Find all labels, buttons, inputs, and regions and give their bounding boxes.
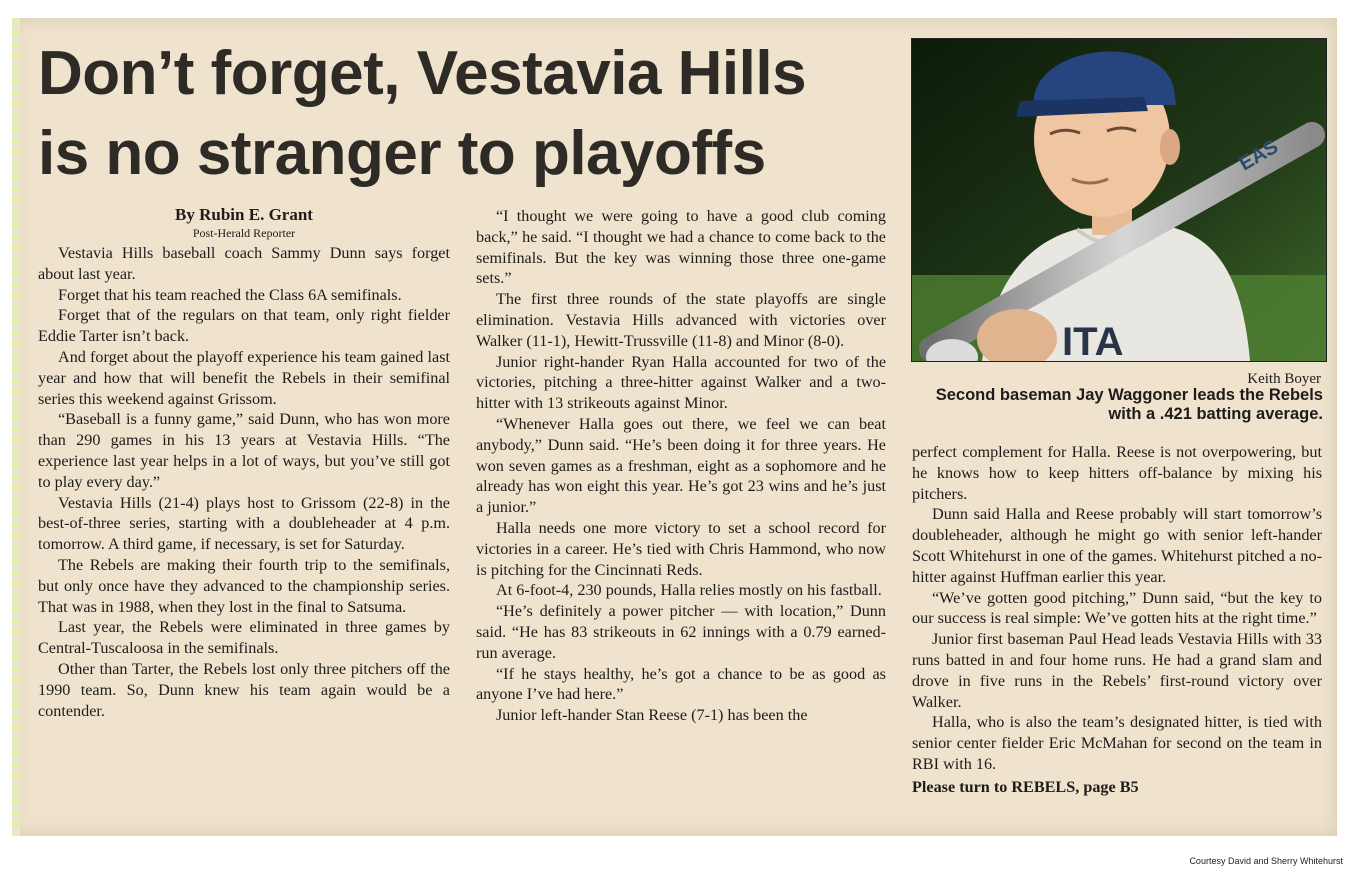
paragraph: “I thought we were going to have a good club coming back,” he said. “I thought we had a chance to come back to the semifinals. But the key was winning those three one-game sets.”: [476, 207, 886, 288]
paragraph: Last year, the Rebels were eliminated in three games by Central-Tuscaloosa in the semifinals.: [38, 618, 450, 658]
headline: [38, 34, 918, 194]
paragraph: At 6-foot-4, 230 pounds, Halla relies mostly on his fastball.: [496, 581, 882, 600]
continued-on-line: Please turn to REBELS, page B5: [912, 777, 1139, 796]
photo-caption: Second baseman Jay Waggoner leads the Rebels with a .421 batting average.: [935, 386, 1323, 423]
article-column-1: [38, 204, 450, 721]
paragraph: “Baseball is a funny game,” said Dunn, who has won more than 290 games in his 13 years at Vestavia Hills. “The experience last year helps in a lot of ways, but you’ve still got to play every day.”: [38, 410, 450, 491]
byline-author: By Rubin E. Grant: [175, 205, 313, 224]
paragraph: Other than Tarter, the Rebels lost only three pitchers off the 1990 team. So, Dunn knew his team again would be a contender.: [38, 659, 450, 720]
paragraph: Halla needs one more victory to set a school record for victories in a career. He’s tied with Chris Hammond, who now is pitching for the Cincinnati Reds.: [476, 518, 886, 579]
paragraph: “We’ve gotten good pitching,” Dunn said, “but the key to our success is real simple: We’ve gotten hits at the right time.”: [912, 588, 1322, 628]
paragraph: Dunn said Halla and Reese probably will start tomorrow’s doubleheader, although he might go with senior left-hander Scott Whitehurst in one of the games. Whitehurst pitched a no-hitter against Huffman earlier this year.: [912, 505, 1322, 586]
paragraph: Junior left-hander Stan Reese (7-1) has been the: [496, 706, 808, 725]
article-column-3: [912, 442, 1322, 798]
paragraph: “If he stays healthy, he’s got a chance to be as good as anyone I’ve had here.”: [476, 664, 886, 704]
paragraph: Forget that of the regulars on that team, only right fielder Eddie Tarter isn’t back.: [38, 306, 450, 346]
byline-role: Post-Herald Reporter: [192, 226, 296, 240]
paragraph: Vestavia Hills baseball coach Sammy Dunn says forget about last year.: [38, 244, 450, 283]
paragraph: The Rebels are making their fourth trip to the semifinals, but only once have they advanced to the championship series. That was in 1988, when they lost in the final to Satsuma.: [38, 555, 450, 616]
jersey-lettering: ITA: [1062, 320, 1124, 361]
torn-edge: [12, 18, 20, 836]
paragraph: The first three rounds of the state playoffs are single elimination. Vestavia Hills advanced with victories over Walker (11-1), Hewitt-Trussville (11-8) and Minor (8-0).: [476, 290, 886, 350]
baseball-player-illustration: [912, 39, 1326, 361]
paragraph: Vestavia Hills (21-4) plays host to Grissom (22-8) in the best-of-three series, starting with a doubleheader at 4 p.m. tomorrow. A third game, if necessary, is set for Saturday.: [38, 493, 450, 554]
paragraph: perfect complement for Halla. Reese is not overpowering, but he knows how to keep hitters off-balance by mixing his pitchers.: [912, 443, 1322, 503]
headline-line-2: is no stranger to playoffs: [38, 119, 766, 188]
bat-lettering: EAS: [1235, 135, 1283, 176]
paragraph: Junior right-hander Ryan Halla accounted for two of the victories, pitching a three-hitter against Walker and a two-hitter with 13 strikeouts against Minor.: [476, 352, 886, 413]
courtesy-credit: Courtesy David and Sherry Whitehurst: [1189, 856, 1343, 866]
paragraph: “Whenever Halla goes out there, we feel we can beat anybody,” Dunn said. “He’s been doing it for three years. He won seven games as a freshman, eight as a sophomore and he already has won eight this year. He’s got 23 wins and he’s just a junior.”: [476, 414, 886, 517]
paragraph: “He’s definitely a power pitcher — with location,” Dunn said. “He has 83 strikeouts in 62 innings with a 0.79 earned-run average.: [476, 602, 886, 662]
headline-line-1: Don’t forget, Vestavia Hills: [38, 39, 807, 108]
article-column-2: [476, 206, 886, 726]
paragraph: Forget that his team reached the Class 6A semifinals.: [58, 285, 402, 304]
player-photo: [911, 38, 1327, 362]
paragraph: And forget about the playoff experience his team gained last year and how that will benefit the Rebels in their semifinal series this weekend against Grissom.: [38, 347, 450, 408]
photo-credit: Keith Boyer: [1247, 371, 1321, 387]
newspaper-clipping: [12, 18, 1337, 836]
paragraph: Halla, who is also the team’s designated hitter, is tied with senior center fielder Eric McMahan for second on the team in RBI with 16.: [912, 713, 1322, 773]
paragraph: Junior first baseman Paul Head leads Vestavia Hills with 33 runs batted in and four home runs. He had a grand slam and drove in five runs in the Rebels’ first-round victory over Walker.: [912, 630, 1322, 711]
